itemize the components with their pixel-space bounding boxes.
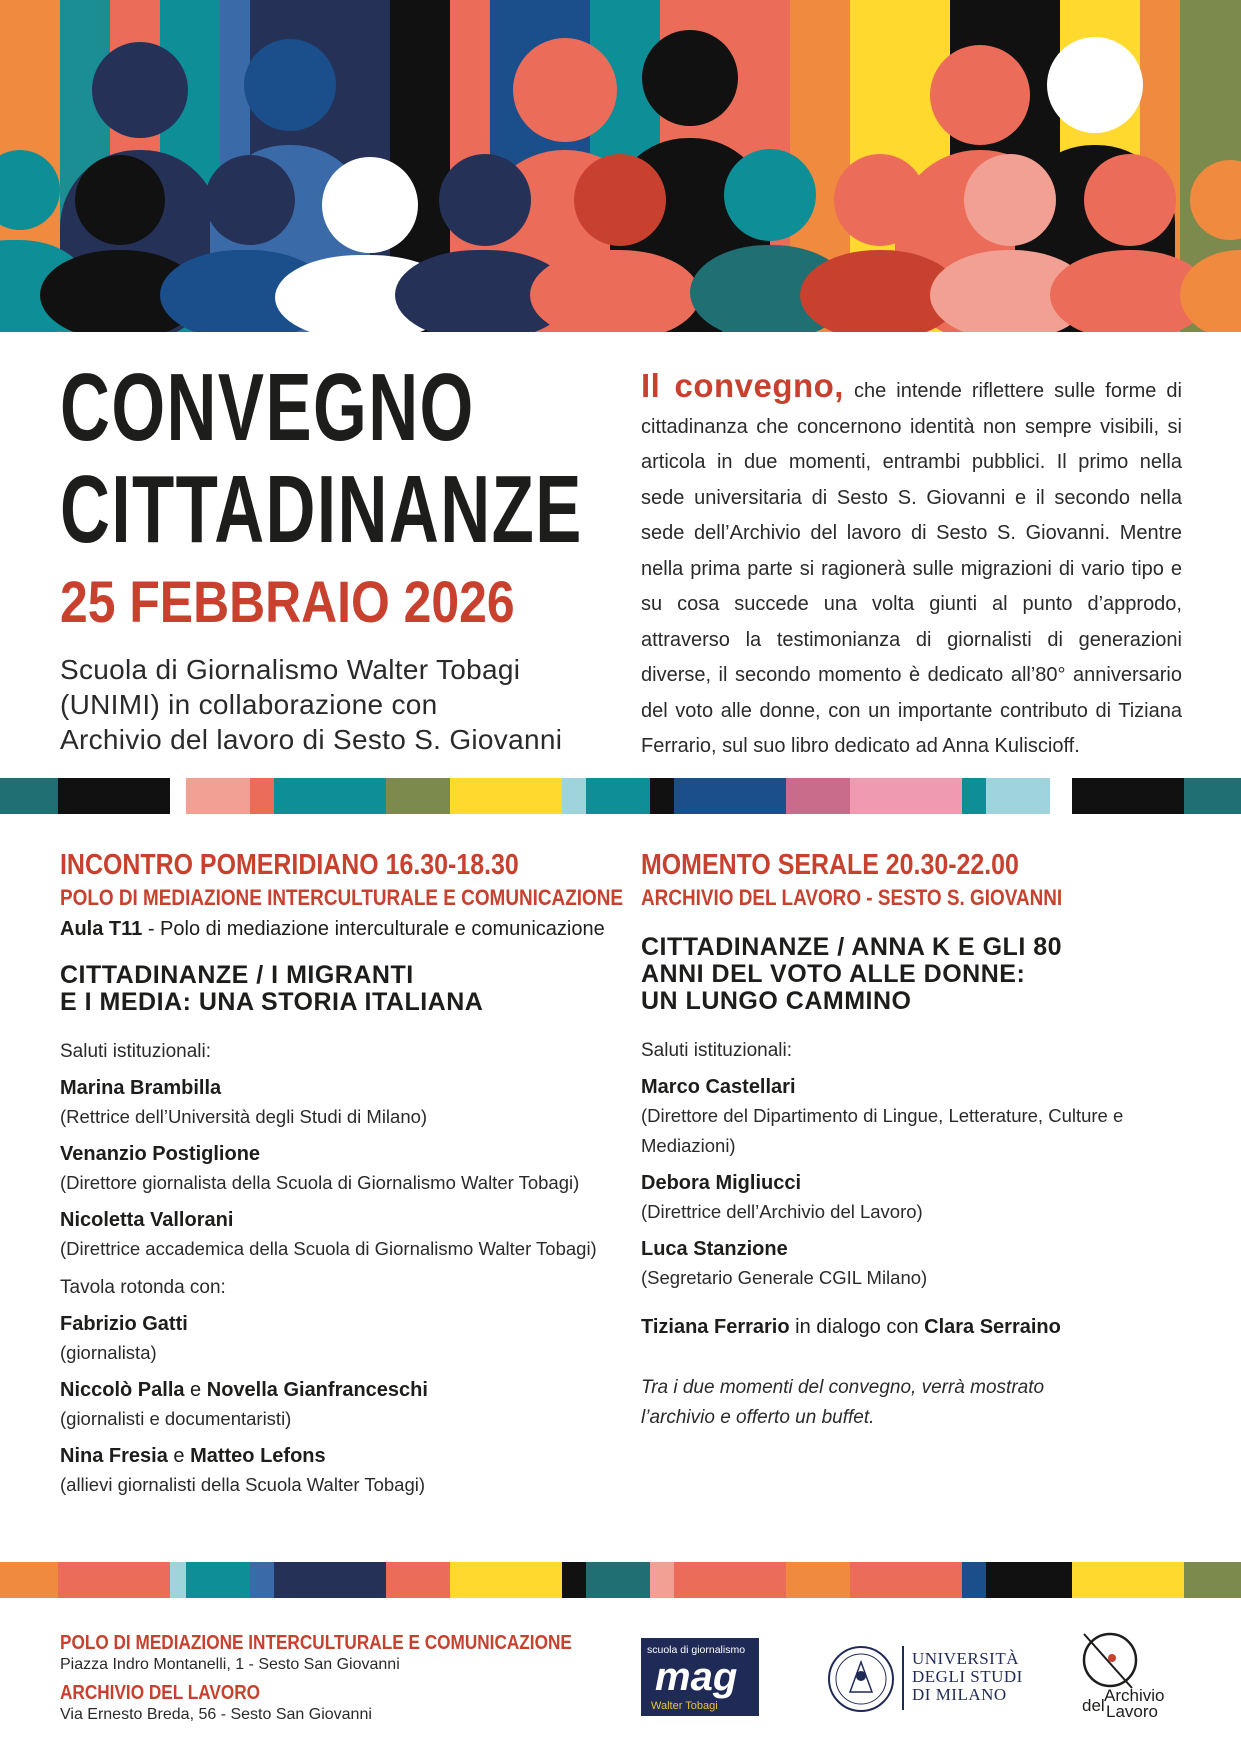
organizer-line: Archivio del lavoro di Sesto S. Giovanni [60,724,563,755]
event-title-line2: CITTADINANZE [60,456,583,563]
mag-school-logo [641,1638,759,1716]
panelist-name: Matteo Lefons [190,1445,326,1467]
talk-line: ANNI DEL VOTO ALLE DONNE: [641,960,1026,988]
talk-line: E I MEDIA: UNA STORIA ITALIANA [60,988,484,1016]
venue1-address: Piazza Indro Montanelli, 1 - Sesto San Giovanni [60,1656,400,1673]
unimi-seal-icon [826,1644,896,1714]
speaker-name: Marco Castellari [641,1076,796,1098]
speaker-role: (Direttore del Dipartimento di Lingue, Letterature, Culture e Mediazioni) [641,1105,1124,1156]
organizers [60,652,620,757]
divider-stripe-top [0,778,1241,814]
buffet-note: Tra i due momenti del convegno, verrà mostrato l’archivio e offerto un buffet. [641,1377,1045,1428]
afternoon-place: POLO DI MEDIAZIONE INTERCULTURALE E COMUNICAZIONE [60,885,624,910]
panelist-name: Niccolò Palla [60,1379,185,1401]
speaker [641,1073,1201,1161]
dialog-guest: Tiziana Ferrario [641,1316,790,1338]
room-detail: - Polo di mediazione interculturale e comunicazione [142,918,605,940]
archivio-line: del [1082,1696,1105,1715]
speaker [641,1235,1201,1293]
dialog-line [641,1313,1201,1341]
speaker-role: (Direttrice accademica della Scuola di Giornalismo Walter Tobagi) [60,1238,597,1259]
panelist-role: (giornalista) [60,1342,157,1363]
panel-label: Tavola rotonda con: [60,1277,226,1298]
afternoon-talk-title [60,962,620,1016]
speaker-role: (Direttrice dell’Archivio del Lavoro) [641,1201,923,1222]
speaker-name: Venanzio Postiglione [60,1143,261,1165]
room-name: Aula T11 [60,918,143,940]
venue2-address: Via Ernesto Breda, 56 - Sesto San Giovanni [60,1706,372,1723]
panelist-name: Fabrizio Gatti [60,1313,188,1335]
panelist-role: (allievi giornalisti della Scuola Walter Tobagi) [60,1474,426,1495]
intro-text: che intende riflettere sulle forme di cittadinanza che concernono identità non sempre visibili, si articola in due momenti, entrambi pubblici. Il primo nella sede universitaria di Sesto S. Giovanni e il secondo nella sede dell’Archivio del lavoro di Sesto S. Giovanni. Mentre nella prima parte si ragionerà sulle migrazioni di vario tipo e su cosa succede una volta giunti al punto d’approdo, attraverso la testimonianza di giornalisti di generazioni diverse, il secondo momento è dedicato all’80° anniversario del voto alle donne, con un importante contributo di Tiziana Ferrario, sul suo libro dedicato ad Anna Kuliscioff. [641,380,1182,757]
mag-logo-bottom: Walter Tobagi [651,1700,718,1712]
speaker-name: Marina Brambilla [60,1077,222,1099]
unimi-line: DI MILANO [912,1685,1007,1704]
panelist-joiner: e [184,1379,207,1401]
speaker-name: Nicoletta Vallorani [60,1209,234,1231]
speaker [60,1074,620,1132]
panelist [60,1442,620,1500]
organizer-line: (UNIMI) in collaborazione con [60,689,438,720]
afternoon-session [60,848,624,1500]
divider-stripe-bottom [0,1562,1241,1598]
speaker-name: Luca Stanzione [641,1238,788,1260]
afternoon-room [60,914,620,944]
organizer-line: Scuola di Giornalismo Walter Tobagi [60,654,521,685]
speaker [60,1140,620,1198]
greetings-label: Saluti istituzionali: [641,1040,793,1061]
panelist-role: (giornalisti e documentaristi) [60,1408,292,1429]
unimi-divider [902,1646,904,1710]
dialog-host: Clara Serraino [924,1316,1061,1338]
talk-line: UN LUNGO CAMMINO [641,987,912,1015]
header-illustration [0,0,1241,332]
panelist [60,1376,620,1434]
mag-logo-top: scuola di giornalismo [647,1644,746,1656]
afternoon-time: INCONTRO POMERIDIANO 16.30-18.30 [60,849,519,881]
speaker [641,1169,1201,1227]
talk-line: CITTADINANZE / I MIGRANTI [60,961,414,989]
greetings-label: Saluti istituzionali: [60,1041,212,1062]
panelist [60,1310,620,1368]
unimi-line: DEGLI STUDI [912,1667,1023,1686]
speaker-name: Debora Migliucci [641,1172,802,1194]
intro-lead: Il convegno, [641,367,844,404]
mag-logo-main: mag [655,1655,738,1699]
dialog-joiner: in dialogo con [789,1316,925,1338]
speaker-role: (Segretario Generale CGIL Milano) [641,1267,928,1288]
evening-talk-title [641,934,1201,1015]
panelist-name: Novella Gianfranceschi [206,1379,428,1401]
event-date: 25 FEBBRAIO 2026 [60,570,515,635]
evening-place: ARCHIVIO DEL LAVORO - SESTO S. GIOVANNI [641,885,1063,910]
panelist-name: Nina Fresia [60,1445,168,1467]
panelist-joiner: e [167,1445,191,1467]
venue1-title: POLO DI MEDIAZIONE INTERCULTURALE E COMUNICAZIONE [60,1632,572,1654]
speaker [60,1206,620,1264]
talk-line: CITTADINANZE / ANNA K E GLI 80 [641,933,1063,961]
speaker-role: (Direttore giornalista della Scuola di Giornalismo Walter Tobagi) [60,1172,580,1193]
unimi-wordmark [912,1650,1023,1704]
archivio-line: Lavoro [1106,1702,1158,1721]
archivio-line: Archivio [1104,1686,1165,1705]
speaker-role: (Rettrice dell’Università degli Studi di Milano) [60,1106,428,1127]
event-title-line1: CONVEGNO [60,354,475,461]
evening-time: MOMENTO SERALE 20.30-22.00 [641,849,1019,881]
intro-paragraph [641,368,1182,765]
evening-session [641,848,1201,1433]
unimi-line: UNIVERSITÀ [912,1649,1019,1668]
venue2-title: ARCHIVIO DEL LAVORO [60,1682,261,1704]
